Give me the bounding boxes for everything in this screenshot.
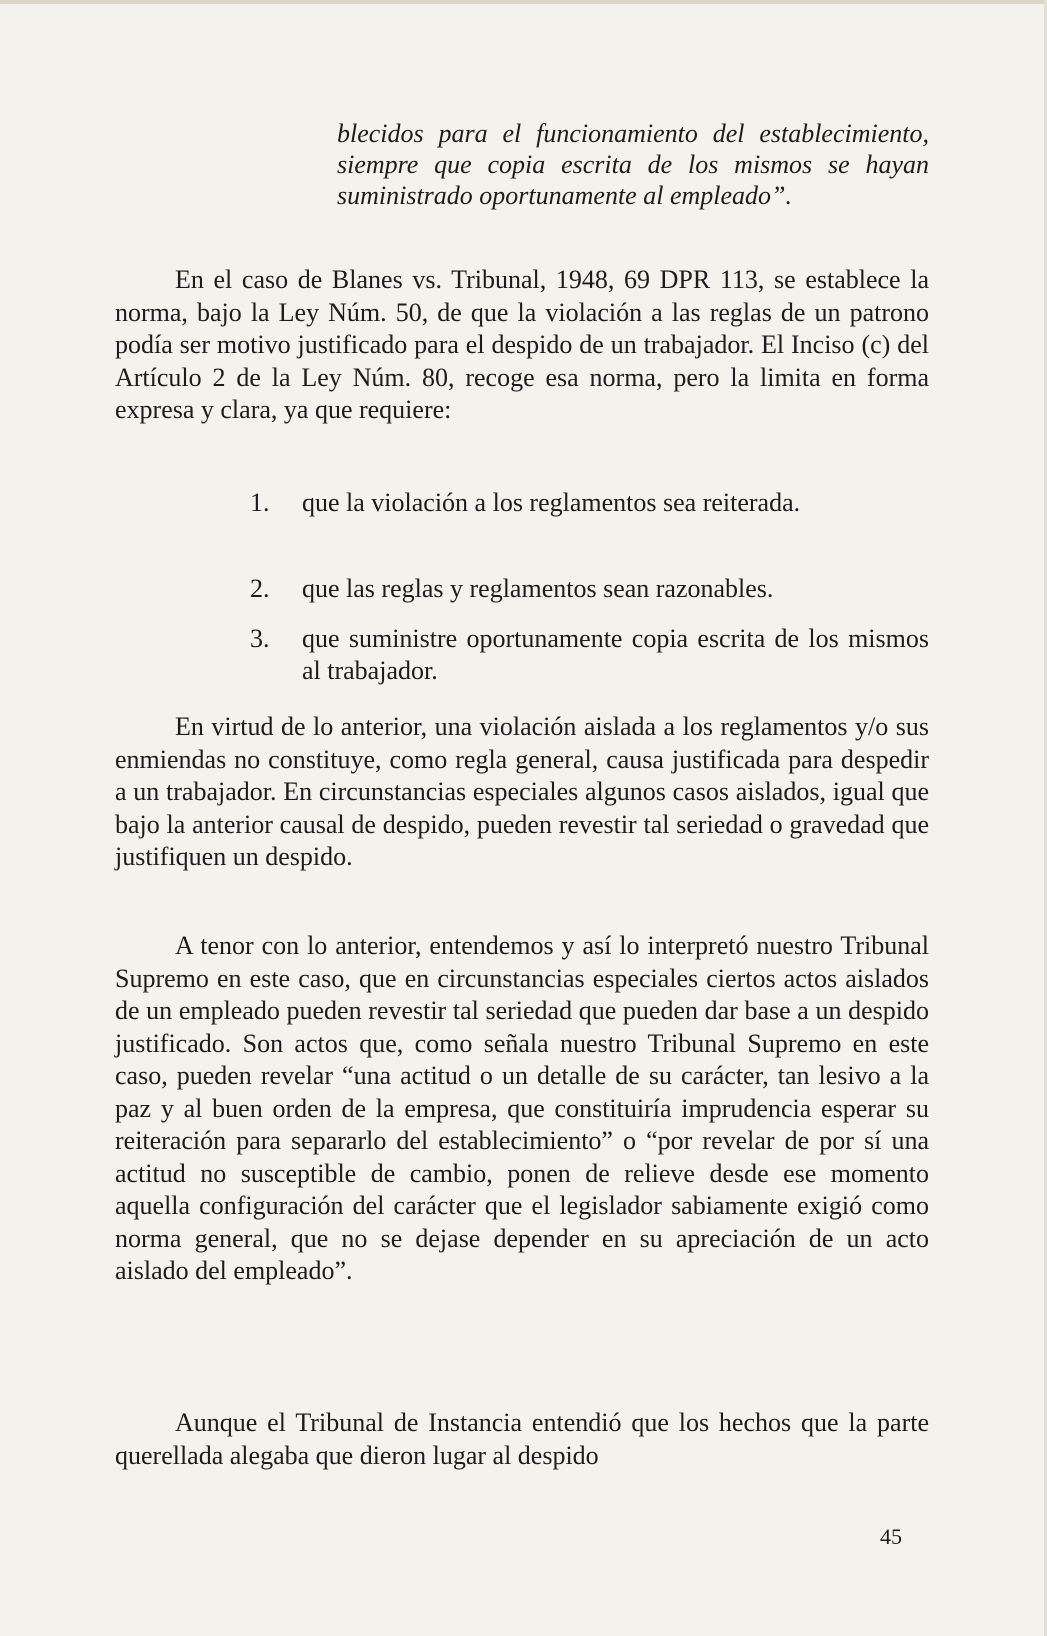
paragraph-instance-court: Aunque el Tribunal de Instancia entendió que los hechos que la parte querellada alegaba que dieron lugar al despido: [115, 1408, 929, 1470]
list-item: [250, 573, 929, 605]
list-item-number: 1.: [250, 488, 270, 517]
list-item: [250, 487, 929, 519]
page-top-edge: [0, 0, 1047, 4]
paragraph-blanes-case: En el caso de Blanes vs. Tribunal, 1948, 69 DPR 113, se establece la norma, bajo la Ley Núm. 50, de que la violación a las reglas de un patrono podía ser motivo justificado para el despido de un trabajador. El Inciso (c) del Artículo 2 de la Ley Núm. 80, recoge esa norma, pero la limita en forma expresa y clara, ya que requiere:: [115, 265, 929, 424]
list-item-text: que la violación a los reglamentos sea reiterada.: [302, 488, 801, 517]
paragraph-supreme-court: A tenor con lo anterior, entendemos y así lo interpretó nuestro Tribunal Supremo en este caso, que en circunstancias especiales ciertos actos aislados de un empleado pueden revestir tal seriedad que pueden dar base a un despido justificado. Son actos que, como señala nuestro Tribunal Supremo en este caso, pueden revelar “una actitud o un detalle de su carácter, tan lesivo a la paz y al buen orden de la empresa, que constituiría imprudencia esperar su reiteración para separarlo del establecimiento” o “por revelar de por sí una actitud no susceptible de cambio, ponen de relieve desde ese momento aquella configuración del carácter que el legislador sabiamente exigió como norma general, que no se dejase depender en su apreciación de un acto aislado del empleado”.: [115, 931, 929, 1285]
list-item-number: 3.: [250, 624, 270, 653]
list-item: [250, 623, 929, 687]
page-number: 45: [880, 1524, 902, 1549]
paragraph-isolated-violation: En virtud de lo anterior, una violación aislada a los reglamentos y/o sus enmiendas no constituye, como regla general, causa justificada para despedir a un trabajador. En circunstancias especiales algunos casos aislados, igual que bajo la anterior causal de despido, pueden revestir tal seriedad o gravedad que justifiquen un despido.: [115, 712, 929, 871]
list-item-text: que suministre oportunamente copia escrita de los mismos al trabajador.: [302, 624, 929, 685]
quoted-text: blecidos para el funcionamiento del establecimiento, siempre que copia escrita de los mismos se hayan suministrado oportunamente al empleado”.: [337, 119, 929, 210]
list-item-text: que las reglas y reglamentos sean razonables.: [302, 574, 774, 603]
list-item-number: 2.: [250, 574, 270, 603]
